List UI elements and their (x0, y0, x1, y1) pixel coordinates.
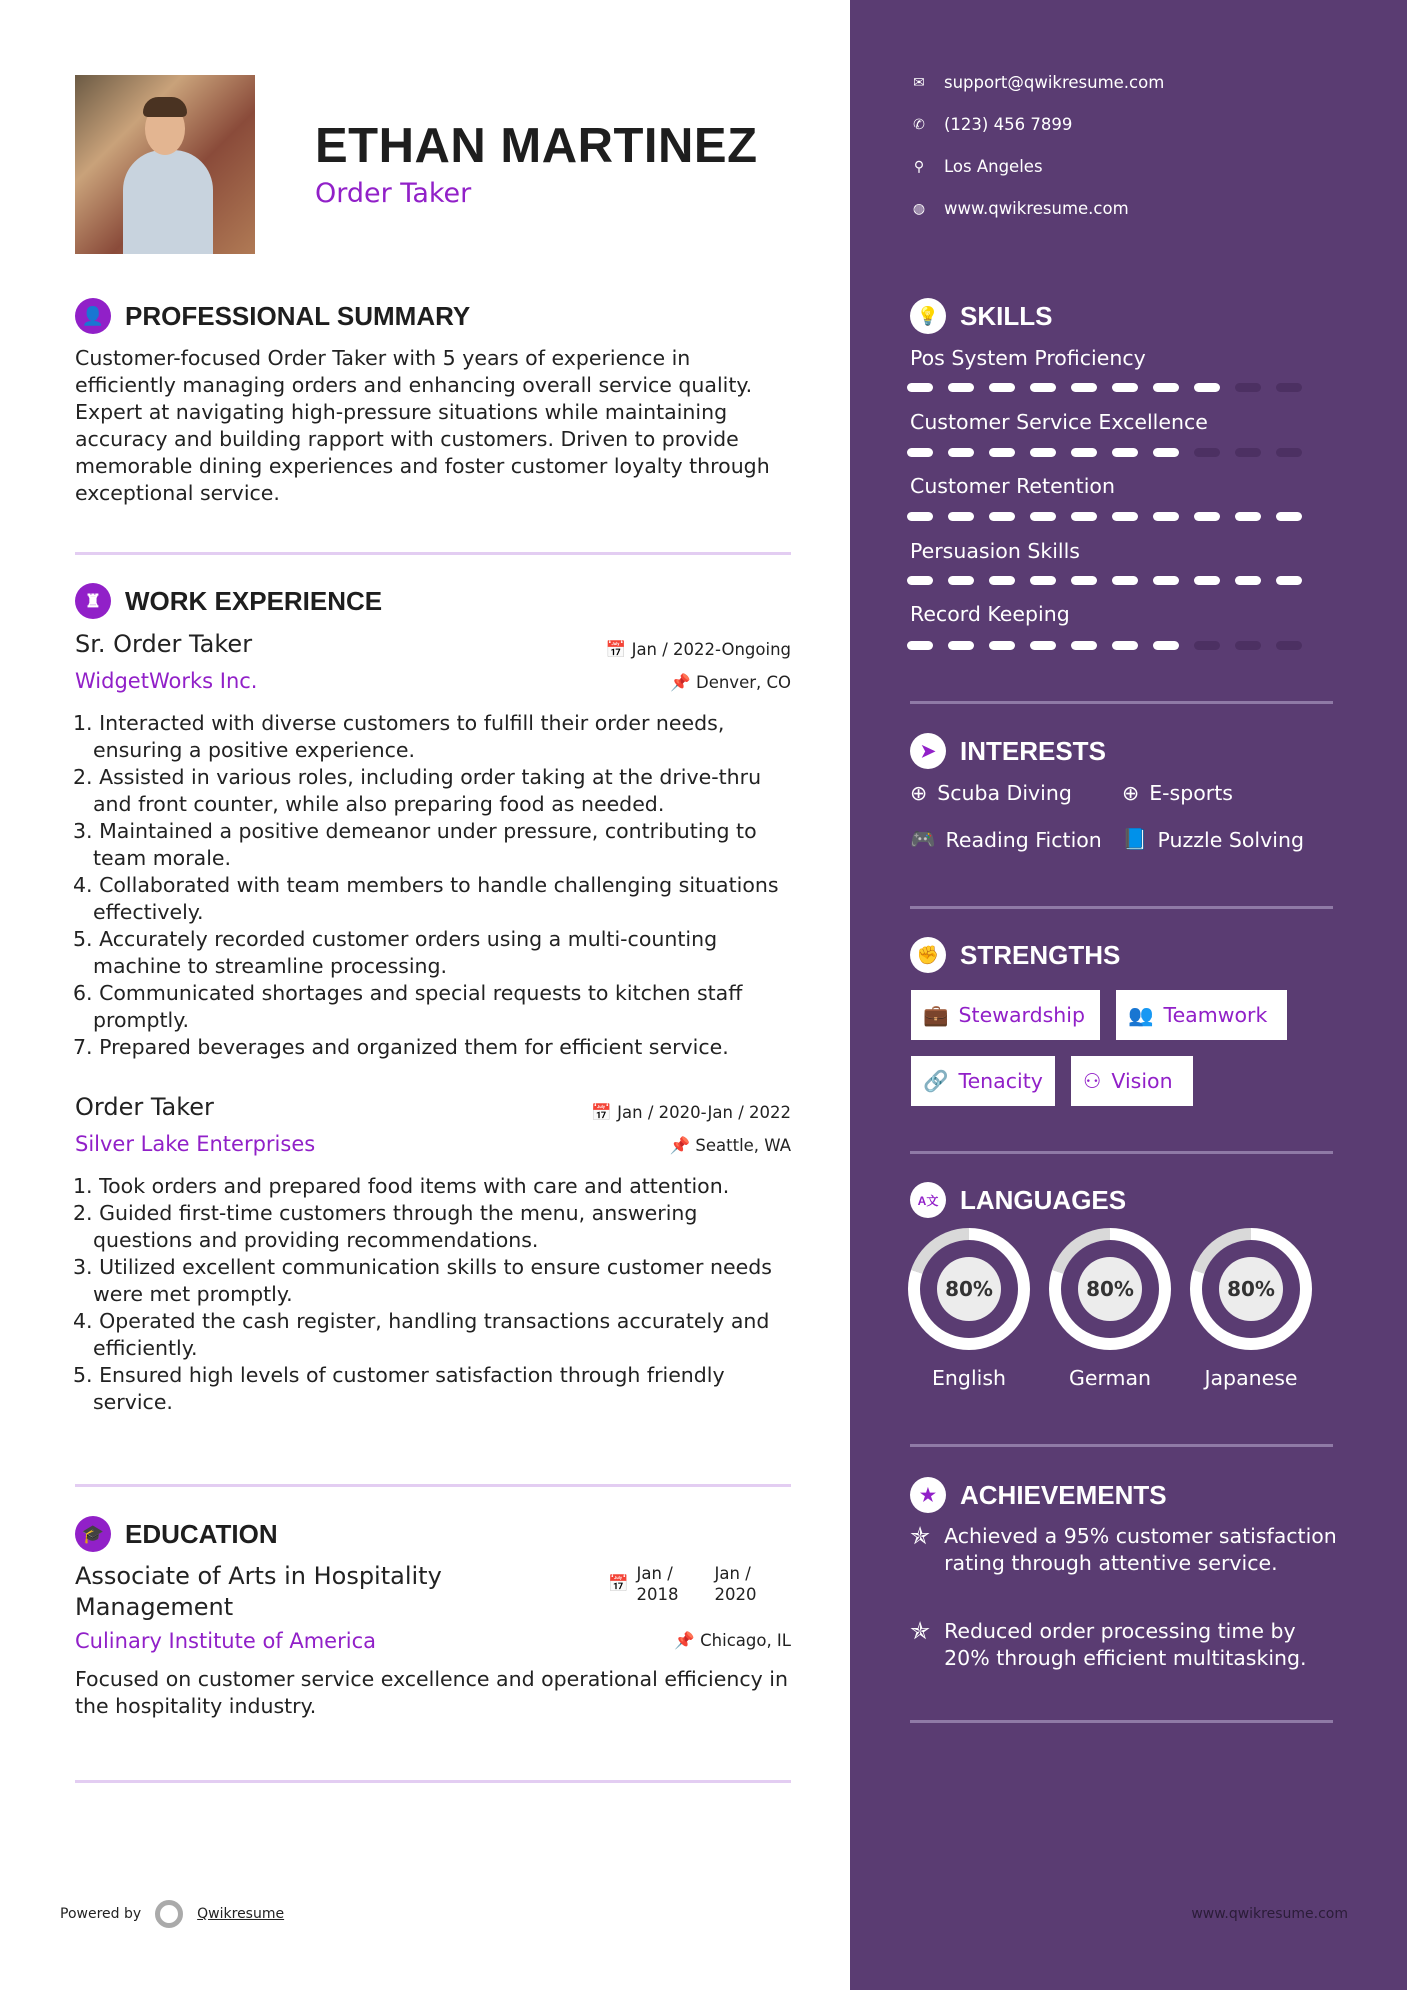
skill-dash-filled (1235, 576, 1261, 585)
skill-dash-filled (1153, 512, 1179, 521)
skill-dash-filled (907, 512, 933, 521)
job-location (670, 673, 791, 693)
job-date-text: Jan / 2022-Ongoing (631, 640, 791, 659)
skill-dash-filled (1112, 641, 1138, 650)
list-item: 3. Maintained a positive demeanor under pressure, contributing to team morale. (73, 819, 757, 870)
edu-location (674, 1631, 791, 1651)
skill-dash-filled (1030, 383, 1056, 392)
skill-dash-filled (989, 576, 1015, 585)
list-item: 7. Prepared beverages and organized them for efficient service. (73, 1035, 729, 1059)
binoculars-icon: ⚇ (1083, 1069, 1102, 1093)
skill-dash-filled (1030, 512, 1056, 521)
strength-badge (911, 990, 1100, 1040)
skill-dash-filled (907, 576, 933, 585)
education-title: EDUCATION (125, 1518, 278, 1549)
list-item: 4. Operated the cash register, handling transactions accurately and efficiently. (73, 1309, 770, 1360)
job-title: Sr. Order Taker (75, 630, 253, 658)
skill-dash-filled (1071, 576, 1097, 585)
pin-icon: 📌 (669, 1136, 696, 1155)
interest-label: Reading Fiction (945, 827, 1102, 852)
skill-level-bar (907, 512, 1302, 521)
divider (910, 1151, 1333, 1154)
skill-dash-filled (1153, 448, 1179, 457)
qwikresume-link[interactable]: Qwikresume (197, 1906, 285, 1922)
strengths-title: STRENGTHS (960, 939, 1121, 970)
candidate-name: ETHAN MARTINEZ (315, 119, 758, 173)
lifebuoy-icon: ⊕ (1122, 781, 1140, 805)
skill-dash-empty (1276, 448, 1302, 457)
skill-dash-filled (989, 641, 1015, 650)
degree: Associate of Arts in Hospitality Management (75, 1562, 442, 1621)
skill-dash-filled (1112, 383, 1138, 392)
translate-icon: A文 (910, 1182, 946, 1218)
languages-heading (910, 1182, 1126, 1218)
skill-dash-filled (1194, 576, 1220, 585)
interests-heading (910, 733, 1106, 769)
skill-name: Pos System Proficiency (910, 346, 1146, 370)
job-company: WidgetWorks Inc. (75, 669, 258, 693)
language-percent: 80% (1219, 1257, 1283, 1321)
calendar-icon: 📅 (591, 1103, 618, 1122)
skill-dash-filled (1194, 512, 1220, 521)
job-title: Order Taker (75, 1093, 214, 1121)
skill-dash-filled (989, 383, 1015, 392)
skill-dash-filled (1112, 576, 1138, 585)
footer-site[interactable]: www.qwikresume.com (1191, 1906, 1348, 1922)
donut-ring (920, 1240, 1018, 1338)
skill-level-bar (907, 448, 1302, 457)
fist-icon: ✊ (910, 937, 946, 973)
skill-name: Persuasion Skills (910, 539, 1080, 563)
calendar-icon: 📅 (608, 1574, 629, 1593)
education-dates (608, 1563, 765, 1605)
skill-dash-filled (1276, 512, 1302, 521)
skill-dash-filled (1194, 383, 1220, 392)
donut-ring (1202, 1240, 1300, 1338)
strength-label: Vision (1111, 1069, 1173, 1093)
strength-label: Stewardship (958, 1003, 1085, 1027)
strengths-heading (910, 937, 1120, 973)
skill-dash-filled (907, 641, 933, 650)
job-location-text: Seattle, WA (695, 1136, 791, 1155)
job-location-text: Denver, CO (695, 673, 791, 692)
divider (910, 701, 1333, 704)
achievement-text: Achieved a 95% customer satisfaction rating through attentive service. (944, 1524, 1337, 1575)
summary-text: Customer-focused Order Taker with 5 years of experience in efficiently managing orders and enhancing overall service quality. Expert at navigating high-pressure situations while maintaining accuracy and building rapport with customers. Driven to provide memorable dining experiences and foster customer loyalty through exceptional service. (75, 346, 770, 505)
interest-item (1122, 781, 1233, 805)
skill-dash-filled (1153, 383, 1179, 392)
interest-label: Scuba Diving (937, 781, 1072, 805)
skill-dash-filled (1030, 448, 1056, 457)
strength-badge (1071, 1056, 1193, 1106)
achievement-item (910, 1523, 1340, 1577)
language-name: Japanese (1204, 1366, 1298, 1390)
pin-icon: 📌 (674, 1631, 701, 1650)
contact-text: Los Angeles (944, 157, 1043, 176)
achievement-item (910, 1618, 1340, 1672)
skill-level-bar (907, 641, 1302, 650)
edu-location-text: Chicago, IL (700, 1631, 791, 1650)
divider (910, 1444, 1333, 1447)
divider (75, 1484, 791, 1487)
language-donut (1190, 1228, 1312, 1350)
skill-dash-filled (1153, 641, 1179, 650)
strength-badge (911, 1056, 1055, 1106)
skill-dash-empty (1194, 448, 1220, 457)
shooting-star-icon: ✯ (910, 1522, 931, 1550)
footer-powered (60, 1900, 284, 1928)
job-date (606, 640, 791, 660)
summary-heading (75, 298, 470, 334)
skill-dash-filled (1235, 512, 1261, 521)
language-donut (908, 1228, 1030, 1350)
work-title: WORK EXPERIENCE (125, 585, 383, 616)
skill-dash-empty (1194, 641, 1220, 650)
skill-dash-empty (1235, 383, 1261, 392)
globe-icon: ◍ (912, 200, 926, 217)
skill-dash-filled (948, 576, 974, 585)
skill-dash-empty (1235, 641, 1261, 650)
contact-location (910, 157, 1043, 176)
lifebuoy-icon: ⊕ (910, 781, 928, 805)
skill-dash-filled (1112, 448, 1138, 457)
language-name: German (1068, 1366, 1152, 1390)
skill-dash-filled (907, 383, 933, 392)
donut-ring (1061, 1240, 1159, 1338)
list-item: 1. Interacted with diverse customers to fulfill their order needs, ensuring a positive experience. (73, 711, 725, 762)
skill-dash-filled (1071, 383, 1097, 392)
skill-dash-empty (1235, 448, 1261, 457)
chair-icon: ♜ (75, 583, 111, 619)
paper-plane-icon: ➤ (910, 733, 946, 769)
interest-label: Puzzle Solving (1157, 827, 1304, 852)
list-item: 5. Accurately recorded customer orders using a multi-counting machine to streamline processing. (73, 927, 718, 978)
language-name: English (931, 1366, 1007, 1390)
strength-label: Teamwork (1163, 1003, 1268, 1027)
candidate-role: Order Taker (315, 178, 472, 209)
skill-dash-filled (948, 448, 974, 457)
list-item: 2. Guided first-time customers through the menu, answering questions and providing recommendations. (73, 1201, 698, 1252)
pin-icon: 📌 (670, 673, 696, 692)
contact-text: (123) 456 7899 (944, 115, 1073, 134)
divider (75, 552, 791, 555)
skill-dash-filled (948, 512, 974, 521)
edu-start: Jan / 2018 (636, 1564, 679, 1604)
skill-name: Customer Service Excellence (910, 410, 1208, 434)
link-icon: 🔗 (923, 1068, 949, 1093)
star-badge-icon: ★ (910, 1477, 946, 1513)
contact-email[interactable] (910, 73, 1164, 92)
skill-dash-filled (1153, 576, 1179, 585)
list-item: 6. Communicated shortages and special requests to kitchen staff promptly. (73, 981, 743, 1032)
briefcase-icon: 💼 (923, 1002, 949, 1027)
list-item: 3. Utilized excellent communication skills to ensure customer needs were met promptly. (73, 1255, 772, 1306)
list-item: 4. Collaborated with team members to handle challenging situations effectively. (73, 873, 779, 924)
contact-text: support@qwikresume.com (944, 73, 1165, 92)
language-percent: 80% (1078, 1257, 1142, 1321)
contact-website[interactable] (910, 199, 1129, 218)
gamepad-icon: 🎮 (910, 827, 936, 851)
shooting-star-icon: ✯ (910, 1617, 931, 1645)
skill-dash-empty (1276, 383, 1302, 392)
list-item: 5. Ensured high levels of customer satisfaction through friendly service. (73, 1363, 725, 1414)
edu-end: Jan / 2020 (714, 1564, 757, 1604)
skill-dash-filled (989, 512, 1015, 521)
languages-title: LANGUAGES (960, 1184, 1127, 1215)
map-pin-icon: ⚲ (913, 158, 925, 175)
divider (910, 1720, 1333, 1723)
powered-by-text: Powered by (60, 1906, 142, 1922)
skill-dash-filled (1112, 512, 1138, 521)
skill-dash-empty (1276, 641, 1302, 650)
divider (910, 906, 1333, 909)
skill-dash-filled (948, 641, 974, 650)
skill-name: Customer Retention (910, 474, 1115, 498)
lightbulb-icon: 💡 (910, 298, 946, 334)
envelope-icon: ✉ (913, 74, 925, 91)
skill-dash-filled (1071, 448, 1097, 457)
skill-dash-filled (989, 448, 1015, 457)
job-duties (70, 1173, 795, 1416)
skill-dash-filled (1276, 576, 1302, 585)
divider (75, 1780, 791, 1783)
interest-item (1122, 827, 1304, 852)
list-item: 2. Assisted in various roles, including order taking at the drive-thru and front counter, while also preparing food as needed. (73, 765, 762, 816)
skill-level-bar (907, 383, 1302, 392)
book-icon: 📘 (1122, 827, 1148, 851)
achievements-title: ACHIEVEMENTS (960, 1479, 1167, 1510)
education-text: Focused on customer service excellence and operational efficiency in the hospitality industry. (75, 1667, 788, 1718)
graduation-icon: 🎓 (75, 1516, 111, 1552)
skill-dash-filled (1071, 641, 1097, 650)
user-icon: 👤 (75, 298, 111, 334)
skills-heading (910, 298, 1052, 334)
skill-dash-filled (907, 448, 933, 457)
language-donut (1049, 1228, 1171, 1350)
list-item: 1. Took orders and prepared food items with care and attention. (73, 1174, 730, 1198)
achievements-heading (910, 1477, 1167, 1513)
skill-dash-filled (948, 383, 974, 392)
phone-icon: ✆ (913, 116, 925, 133)
skill-dash-filled (1071, 512, 1097, 521)
job-date (591, 1103, 791, 1123)
school: Culinary Institute of America (75, 1629, 376, 1653)
language-percent: 80% (937, 1257, 1001, 1321)
job-duties (70, 710, 795, 1061)
calendar-icon: 📅 (605, 640, 632, 659)
contact-text: www.qwikresume.com (944, 199, 1129, 218)
interests-title: INTERESTS (960, 735, 1106, 766)
qwikresume-logo-icon (155, 1900, 183, 1928)
skills-title: SKILLS (960, 300, 1053, 331)
achievement-text: Reduced order processing time by 20% through efficient multitasking. (944, 1619, 1307, 1670)
education-heading (75, 1516, 278, 1552)
profile-photo (75, 75, 255, 254)
skill-level-bar (907, 576, 1302, 585)
summary-title: PROFESSIONAL SUMMARY (125, 300, 471, 331)
job-date-text: Jan / 2020-Jan / 2022 (617, 1103, 791, 1122)
skill-dash-filled (1030, 576, 1056, 585)
interest-label: E-sports (1149, 781, 1233, 805)
contact-phone[interactable] (910, 115, 1072, 134)
strength-label: Tenacity (958, 1069, 1043, 1093)
skill-dash-filled (1030, 641, 1056, 650)
job-location (670, 1136, 791, 1156)
strength-badge (1116, 990, 1287, 1040)
work-heading (75, 583, 382, 619)
users-icon: 👥 (1128, 1002, 1154, 1027)
skill-name: Record Keeping (910, 602, 1070, 626)
interest-item (910, 827, 1102, 852)
job-company: Silver Lake Enterprises (75, 1132, 316, 1156)
interest-item (910, 781, 1072, 805)
